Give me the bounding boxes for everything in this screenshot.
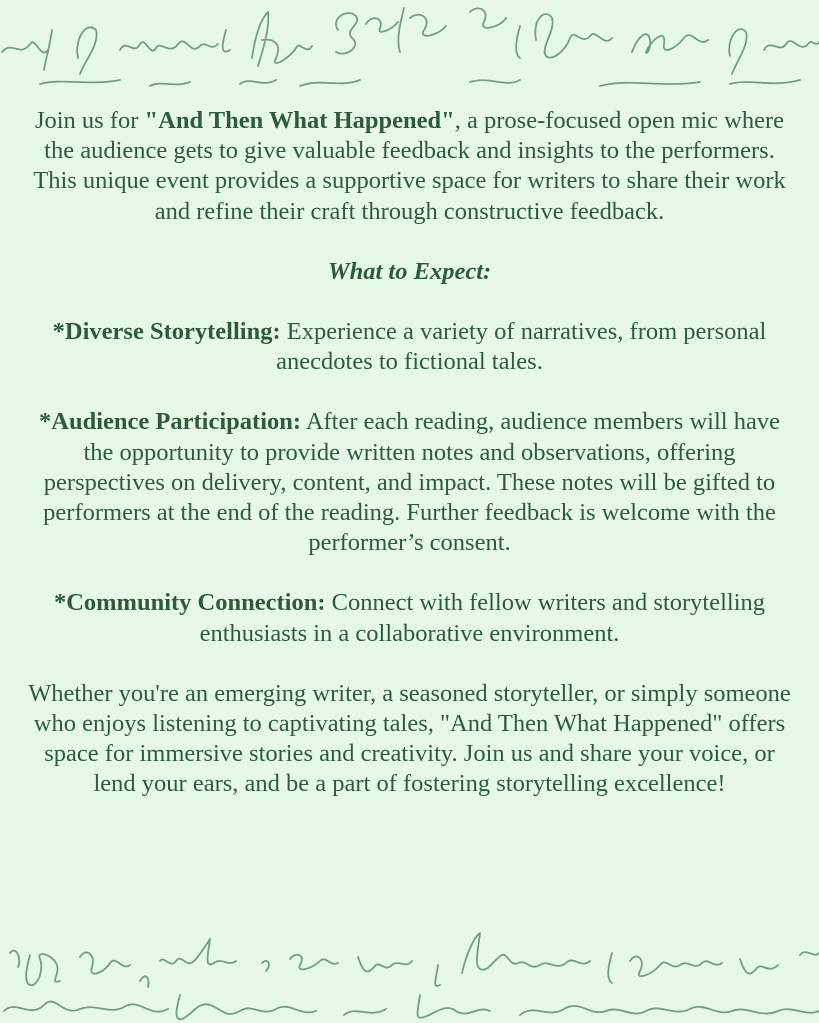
handwriting-decoration-top [0,0,819,92]
feature-text: Experience a variety of narratives, from personal anecdotes to fictional tales. [276,318,767,376]
intro-paragraph [22,106,797,227]
intro-text-end: , a prose-focused open mic where the audience gets to give valuable feedback and insights to the performers. This unique event provides a supportive space for writers to share their work and refine their craft through constructive feedback. [33,107,786,225]
intro-text-start: Join us for [34,107,145,134]
feature-item-participation [22,407,797,558]
feature-item-community [22,588,797,648]
feature-label: *Audience Participation: [39,408,302,436]
feature-label: *Diverse Storytelling: [52,318,281,346]
event-description [22,106,797,830]
feature-text: Connect with fellow writers and storytelling enthusiasts in a collaborative environment. [199,589,766,647]
feature-label: *Community Connection: [53,589,326,617]
handwriting-decoration-bottom [0,925,819,1023]
what-to-expect-heading: What to Expect: [327,257,492,285]
feature-item-storytelling [22,317,797,377]
closing-paragraph: Whether you're an emerging writer, a seasoned storyteller, or simply someone who enjoys listening to captivating tales, "And Then What Happened" offers space for immersive stories and creativity. Join us and share your voice, or lend your ears, and be a part of fostering storytelling excellence! [28,679,791,798]
feature-text: After each reading, audience members will have the opportunity to provide written notes and observations, offering perspectives on delivery, content, and impact. These notes will be gifted to performers at the end of the reading. Further feedback is welcome with the performer’s consent. [43,408,780,557]
event-title: "And Then What Happened" [144,107,455,134]
